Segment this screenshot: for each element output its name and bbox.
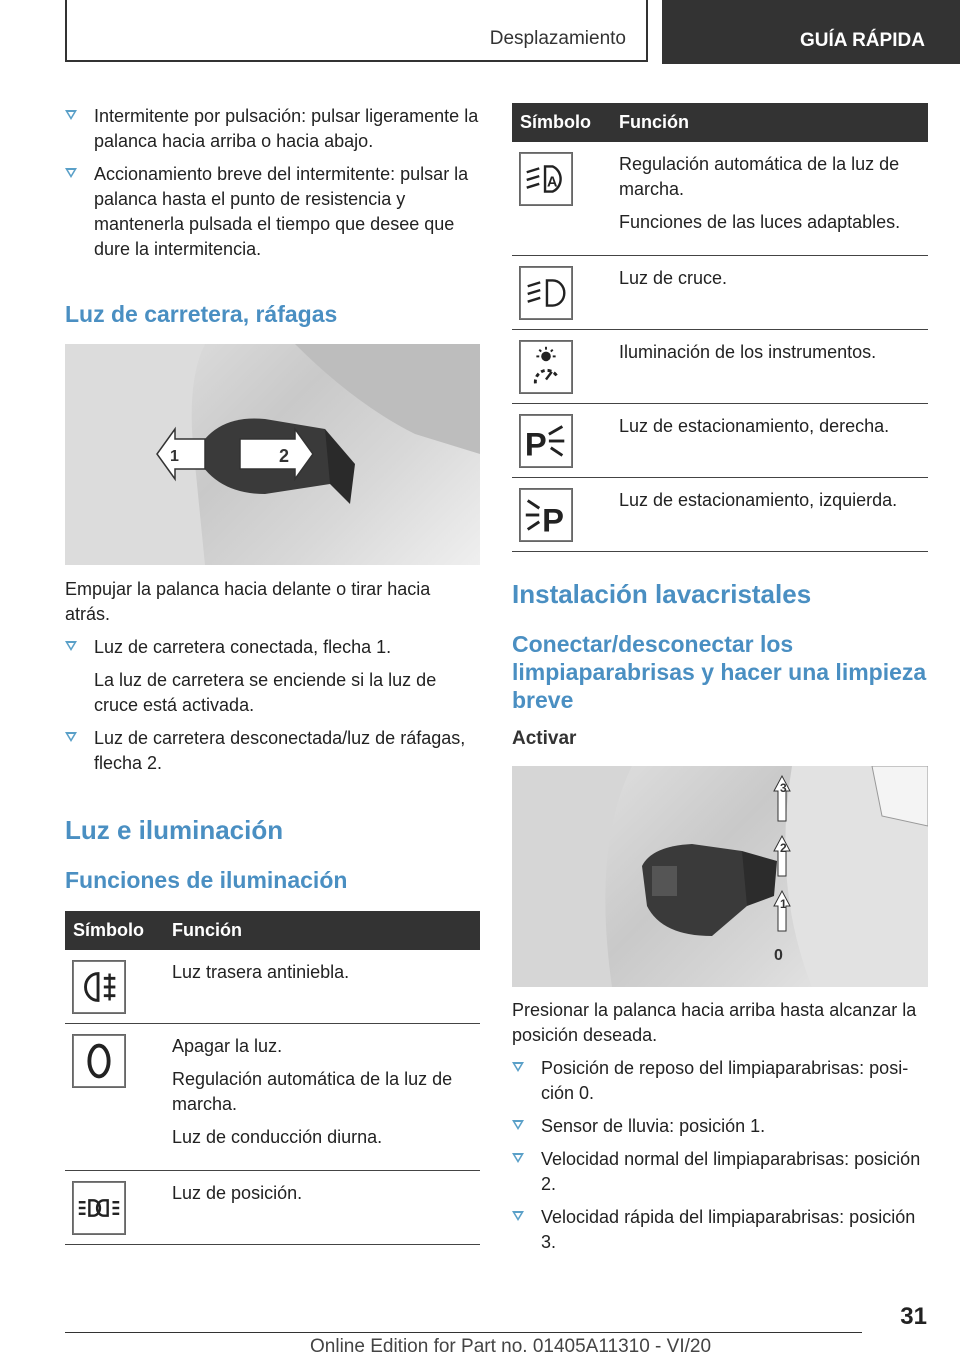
parking-light-left-icon	[519, 488, 573, 542]
svg-text:P: P	[524, 425, 547, 463]
col-header-function: Función	[166, 911, 480, 950]
bullet-triangle-icon	[65, 732, 77, 742]
table-row: P Luz de estacionamiento, izquierda.	[512, 478, 928, 552]
list-item: Posición de reposo del limpiaparabrisas: posición 0.	[512, 1056, 928, 1106]
table-row: Luz trasera antiniebla.	[65, 950, 480, 1024]
list-item: Luz de carretera conectada, flecha 1.	[65, 635, 480, 660]
zero-position-icon	[72, 1034, 126, 1088]
table-row: Apagar la luz. Regulación automática de la luz de marcha. Luz de conducción diurna.	[65, 1024, 480, 1171]
low-beam-icon	[519, 266, 573, 320]
heading-lights: Luz e iluminación	[65, 815, 284, 845]
table-row: A Regulación automática de la luz de marcha. Funciones de las luces adaptables.	[512, 142, 928, 256]
photo-label-0: 0	[774, 947, 783, 964]
list-item: Luz de carretera desconectada/luz de ráfagas, flecha 2.	[65, 726, 480, 776]
bullet-triangle-icon	[65, 168, 77, 178]
bullet-triangle-icon	[65, 641, 77, 651]
heading-washer: Instalación lavacristales	[512, 579, 812, 609]
instrument-lighting-icon	[519, 340, 573, 394]
bullet-triangle-icon	[512, 1120, 524, 1130]
heading-high-beam: Luz de carretera, ráfagas	[65, 301, 338, 327]
left-column	[65, 104, 480, 1245]
wiper-lever-image	[512, 766, 928, 987]
header-tab-quick-guide[interactable]: GUÍA RÁPIDA	[662, 0, 960, 64]
svg-text:A: A	[546, 174, 558, 191]
high-beam-note: La luz de carretera se enciende si la luz de cruce está activada.	[94, 670, 437, 715]
right-column	[512, 103, 928, 1263]
footer-divider	[65, 1332, 862, 1333]
push-lever-text: Empujar la palanca hacia delante o tirar hacia atrás.	[65, 579, 431, 624]
col-header-symbol: Símbolo	[512, 103, 613, 142]
footer-edition: Online Edition for Part no. 01405A11310 - VI/20	[310, 1336, 712, 1357]
table-row: P Luz de estacionamiento, derecha.	[512, 404, 928, 478]
heading-activate: Activar	[512, 728, 577, 749]
list-item: Intermitente por pulsación: pulsar ligeramente la palanca hacia arriba o hacia abajo.	[65, 104, 480, 154]
table-row: Iluminación de los instrumentos.	[512, 330, 928, 404]
bullet-triangle-icon	[65, 110, 77, 120]
svg-text:P: P	[542, 501, 564, 539]
photo-label-1: 1	[170, 448, 179, 465]
list-item: Velocidad rápida del limpiaparabrisas: posición 3.	[512, 1205, 928, 1255]
photo-label-3: 3	[780, 781, 787, 795]
col-header-function: Función	[613, 103, 928, 142]
bullet-triangle-icon	[512, 1153, 524, 1163]
bullet-triangle-icon	[512, 1062, 524, 1072]
lighting-table-left	[65, 911, 480, 1245]
photo-label-1: 1	[780, 897, 787, 911]
photo-label-2: 2	[780, 841, 787, 855]
header-frame	[65, 0, 648, 62]
list-item: Sensor de lluvia: posición 1.	[512, 1114, 928, 1139]
lighting-table-right	[512, 103, 928, 552]
parking-light-right-icon	[519, 414, 573, 468]
list-item: Velocidad normal del limpiaparabrisas: posición 2.	[512, 1147, 928, 1197]
heading-light-functions: Funciones de iluminación	[65, 867, 348, 893]
page-number: 31	[900, 1303, 927, 1330]
col-header-symbol: Símbolo	[65, 911, 166, 950]
press-lever-text: Presionar la palanca hacia arriba hasta alcanzar la posición deseada.	[512, 1000, 917, 1045]
header-section-title: Desplazamiento	[489, 28, 626, 49]
high-beam-lever-image	[65, 344, 480, 565]
list-item: Accionamiento breve del intermitente: pulsar la palanca hasta el punto de resistencia y mantenerla pulsada el tiempo que desee que dure la intermitencia.	[65, 162, 480, 262]
rear-fog-light-icon	[72, 960, 126, 1014]
table-row: Luz de cruce.	[512, 256, 928, 330]
bullet-triangle-icon	[512, 1211, 524, 1221]
heading-wipers: Conectar/desconectar los limpiaparabrisas y hacer una limpieza breve	[512, 631, 927, 713]
auto-headlight-icon	[519, 152, 573, 206]
table-row: Luz de posición.	[65, 1171, 480, 1245]
position-light-icon	[72, 1181, 126, 1235]
photo-label-2: 2	[279, 446, 290, 466]
